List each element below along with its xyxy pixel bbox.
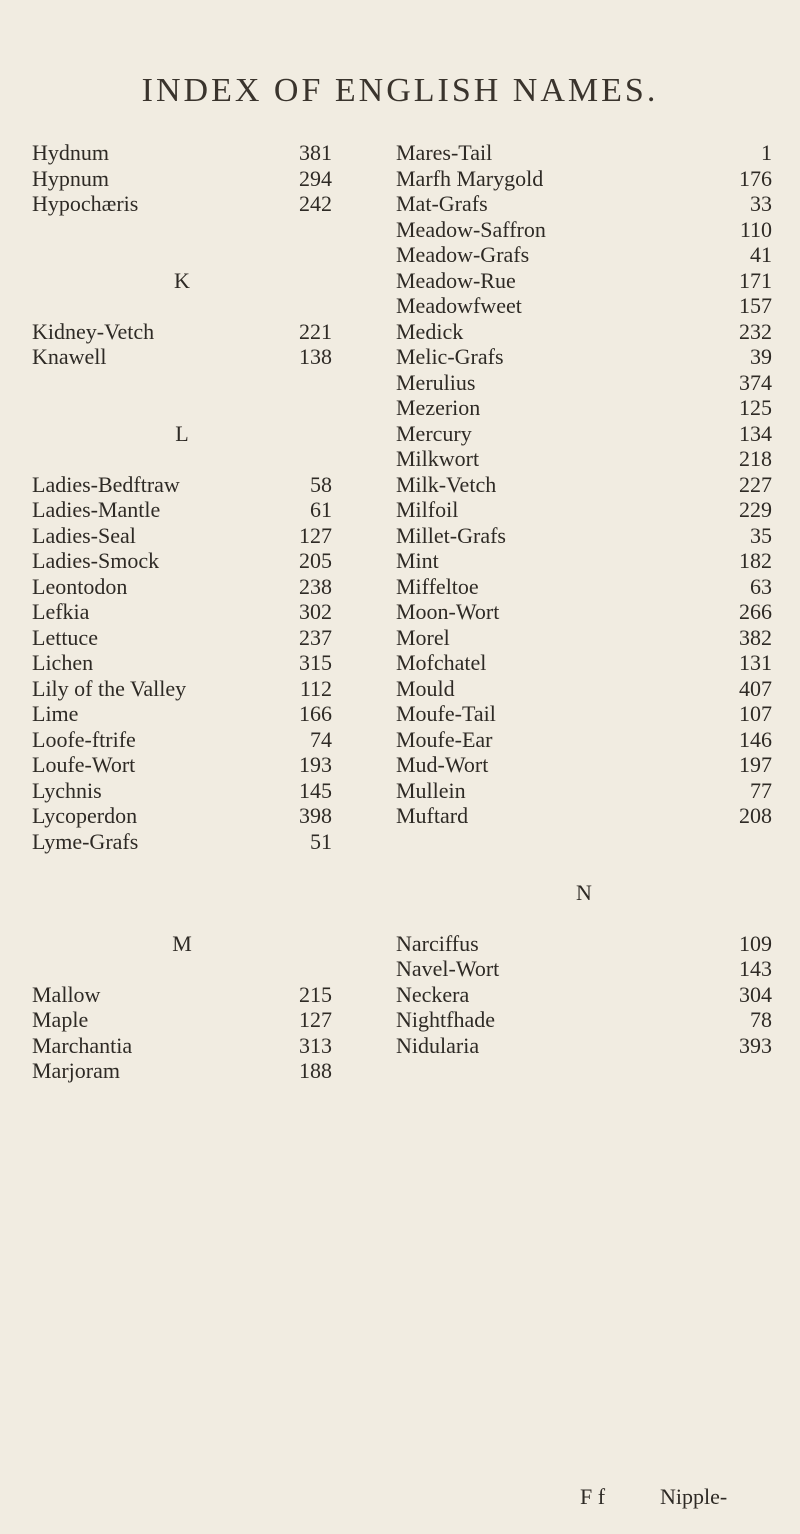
entry-page-number: 393 <box>739 1032 772 1058</box>
spacer <box>32 956 332 982</box>
index-entry <box>396 319 772 345</box>
index-entry <box>396 191 772 217</box>
index-entry <box>32 497 332 523</box>
entry-page-number: 237 <box>299 624 332 650</box>
index-entry <box>396 676 772 702</box>
index-entry <box>32 650 332 676</box>
entry-page-number: 39 <box>750 344 772 369</box>
index-entry <box>396 523 772 549</box>
entry-name: Meadow-Saffron <box>396 216 546 242</box>
entry-name: Marjoram <box>32 1058 120 1083</box>
index-entry <box>32 344 332 370</box>
entry-name: Milfoil <box>396 497 459 522</box>
index-entry <box>396 293 772 319</box>
spacer <box>32 370 332 396</box>
entry-name: Miffeltoe <box>396 573 479 599</box>
entry-name: Moon-Wort <box>396 599 500 624</box>
index-entry <box>32 191 332 217</box>
entry-name: Marchantia <box>32 1032 133 1058</box>
entry-page-number: 131 <box>739 650 772 675</box>
entry-page-number: 145 <box>299 777 332 803</box>
entry-page-number: 127 <box>299 522 332 548</box>
index-entry <box>32 625 332 651</box>
entry-name: Ladies-Smock <box>32 548 160 573</box>
entry-name: Mezerion <box>396 395 481 420</box>
entry-name: Lichen <box>32 650 94 675</box>
entry-page-number: 398 <box>299 803 332 828</box>
entry-name: Moufe-Tail <box>396 701 496 726</box>
entry-name: Muftard <box>396 803 469 828</box>
entry-page-number: 41 <box>750 242 772 267</box>
entry-name: Mould <box>396 675 455 701</box>
index-entry <box>396 446 772 472</box>
signature-mark: F f <box>580 1484 606 1509</box>
entry-page-number: 109 <box>739 930 772 956</box>
entry-name: Knawell <box>32 344 107 369</box>
entry-name: Marfh Marygold <box>396 165 544 191</box>
index-entry <box>32 1058 332 1084</box>
entry-name: Lyme-Grafs <box>32 828 139 854</box>
index-entry <box>32 803 332 829</box>
entry-page-number: 176 <box>739 165 772 191</box>
entry-name: Meadow-Rue <box>396 267 516 293</box>
entry-page-number: 61 <box>310 497 332 522</box>
entry-name: Neckera <box>396 981 470 1007</box>
index-entry <box>396 421 772 447</box>
index-entry <box>396 625 772 651</box>
entry-page-number: 125 <box>739 395 772 420</box>
entry-name: Navel-Wort <box>396 956 500 981</box>
index-entry <box>32 1033 332 1059</box>
entry-page-number: 110 <box>739 216 772 242</box>
entry-page-number: 143 <box>739 956 772 981</box>
entry-page-number: 51 <box>310 828 332 854</box>
entry-name: Hypnum <box>32 165 109 191</box>
entry-page-number: 208 <box>739 803 772 828</box>
entry-page-number: 205 <box>299 548 332 573</box>
entry-page-number: 313 <box>299 1032 332 1058</box>
index-entry <box>32 778 332 804</box>
entry-page-number: 35 <box>750 522 772 548</box>
entry-name: Mint <box>396 548 439 573</box>
entry-page-number: 294 <box>299 165 332 191</box>
index-entry <box>32 1007 332 1033</box>
index-entry <box>396 1033 772 1059</box>
entry-page-number: 134 <box>739 420 772 446</box>
index-entry <box>32 829 332 855</box>
index-entry <box>32 140 332 166</box>
entry-name: Maple <box>32 1007 89 1032</box>
index-entry <box>396 242 772 268</box>
catchword: Nipple- <box>660 1484 728 1509</box>
entry-name: Medick <box>396 318 464 344</box>
index-entry <box>396 803 772 829</box>
entry-page-number: 242 <box>299 191 332 216</box>
entry-name: Ladies-Bedftraw <box>32 471 180 497</box>
index-entry <box>396 370 772 396</box>
index-entry <box>396 727 772 753</box>
index-entry <box>32 319 332 345</box>
entry-name: Loufe-Wort <box>32 752 136 777</box>
spacer <box>32 905 332 931</box>
index-entry <box>32 472 332 498</box>
index-entry <box>32 676 332 702</box>
index-entry <box>396 599 772 625</box>
entry-name: Mares-Tail <box>396 140 493 165</box>
entry-page-number: 33 <box>750 191 772 216</box>
index-entry <box>32 701 332 727</box>
entry-page-number: 266 <box>739 599 772 624</box>
index-entry <box>32 166 332 192</box>
entry-page-number: 374 <box>739 369 772 395</box>
entry-page-number: 229 <box>739 497 772 522</box>
index-entry <box>396 778 772 804</box>
index-entry <box>32 548 332 574</box>
entry-name: Narciffus <box>396 930 479 956</box>
entry-name: Lychnis <box>32 777 102 803</box>
spacer <box>396 905 772 931</box>
entry-page-number: 238 <box>299 573 332 599</box>
entry-name: Hydnum <box>32 140 109 165</box>
index-entry <box>396 395 772 421</box>
spacer <box>32 446 332 472</box>
index-entry <box>396 574 772 600</box>
spacer <box>32 293 332 319</box>
entry-page-number: 218 <box>739 446 772 471</box>
entry-page-number: 407 <box>739 675 772 701</box>
entry-page-number: 74 <box>310 726 332 752</box>
entry-name: Lime <box>32 701 79 726</box>
entry-name: Mat-Grafs <box>396 191 488 216</box>
entry-page-number: 63 <box>750 573 772 599</box>
entry-page-number: 77 <box>750 777 772 803</box>
entry-page-number: 58 <box>310 471 332 497</box>
entry-name: Nightfhade <box>396 1007 495 1032</box>
entry-name: Mullein <box>396 777 466 803</box>
entry-page-number: 112 <box>299 675 332 701</box>
entry-name: Mercury <box>396 420 472 446</box>
index-entry <box>32 574 332 600</box>
entry-name: Melic-Grafs <box>396 344 504 369</box>
spacer <box>32 395 332 421</box>
entry-name: Lily of the Valley <box>32 675 187 701</box>
entry-name: Moufe-Ear <box>396 726 493 752</box>
right-column <box>396 140 772 1058</box>
entry-name: Lefkia <box>32 599 90 624</box>
index-entry <box>396 344 772 370</box>
entry-name: Meadow-Grafs <box>396 242 530 267</box>
spacer <box>396 829 772 855</box>
entry-name: Morel <box>396 624 450 650</box>
index-entry <box>396 956 772 982</box>
spacer <box>32 242 332 268</box>
entry-name: Mofchatel <box>396 650 487 675</box>
entry-page-number: 146 <box>739 726 772 752</box>
spacer <box>32 854 332 880</box>
index-entry <box>396 931 772 957</box>
index-entry <box>396 166 772 192</box>
section-letter: M <box>172 930 192 956</box>
entry-name: Ladies-Mantle <box>32 497 161 522</box>
entry-page-number: 188 <box>299 1058 332 1083</box>
entry-name: Loofe-ftrife <box>32 726 136 752</box>
entry-page-number: 1 <box>761 140 772 165</box>
index-entry <box>396 217 772 243</box>
entry-name: Nidularia <box>396 1032 480 1058</box>
entry-page-number: 221 <box>299 318 332 344</box>
entry-page-number: 182 <box>739 548 772 573</box>
index-entry <box>396 701 772 727</box>
entry-name: Milk-Vetch <box>396 471 497 497</box>
entry-page-number: 215 <box>299 981 332 1007</box>
entry-page-number: 107 <box>739 701 772 726</box>
entry-page-number: 302 <box>299 599 332 624</box>
entry-page-number: 127 <box>299 1007 332 1032</box>
entry-page-number: 78 <box>750 1007 772 1032</box>
entry-name: Merulius <box>396 369 476 395</box>
index-entry <box>32 752 332 778</box>
entry-name: Hypochæris <box>32 191 139 216</box>
entry-page-number: 157 <box>739 293 772 318</box>
entry-page-number: 193 <box>299 752 332 777</box>
entry-name: Meadowfweet <box>396 293 522 318</box>
section-letter: K <box>174 267 190 293</box>
index-entry <box>396 472 772 498</box>
entry-name: Millet-Grafs <box>396 522 506 548</box>
entry-name: Milkwort <box>396 446 480 471</box>
index-entry <box>396 650 772 676</box>
entry-page-number: 171 <box>739 267 772 293</box>
entry-page-number: 227 <box>739 471 772 497</box>
entry-page-number: 382 <box>739 624 772 650</box>
left-column <box>32 140 332 1084</box>
index-entry <box>396 140 772 166</box>
section-letter: L <box>175 420 189 446</box>
index-entry <box>396 982 772 1008</box>
entry-name: Leontodon <box>32 573 128 599</box>
index-entry <box>396 497 772 523</box>
index-entry <box>396 752 772 778</box>
entry-name: Lycoperdon <box>32 803 138 828</box>
entry-name: Mud-Wort <box>396 752 489 777</box>
section-letter: N <box>576 879 592 905</box>
index-entry <box>396 548 772 574</box>
entry-page-number: 381 <box>299 140 332 165</box>
entry-page-number: 138 <box>299 344 332 369</box>
spacer <box>396 854 772 880</box>
index-entry <box>396 268 772 294</box>
entry-name: Ladies-Seal <box>32 522 136 548</box>
index-entry <box>32 727 332 753</box>
index-entry <box>32 599 332 625</box>
entry-page-number: 197 <box>739 752 772 777</box>
entry-page-number: 304 <box>739 981 772 1007</box>
spacer <box>32 880 332 906</box>
entry-page-number: 232 <box>739 318 772 344</box>
index-entry <box>396 1007 772 1033</box>
spacer <box>32 217 332 243</box>
entry-name: Lettuce <box>32 624 98 650</box>
entry-page-number: 315 <box>299 650 332 675</box>
entry-name: Kidney-Vetch <box>32 318 155 344</box>
index-entry <box>32 523 332 549</box>
page-title: INDEX OF ENGLISH NAMES. <box>141 72 659 109</box>
index-entry <box>32 982 332 1008</box>
entry-page-number: 166 <box>299 701 332 726</box>
entry-name: Mallow <box>32 981 101 1007</box>
